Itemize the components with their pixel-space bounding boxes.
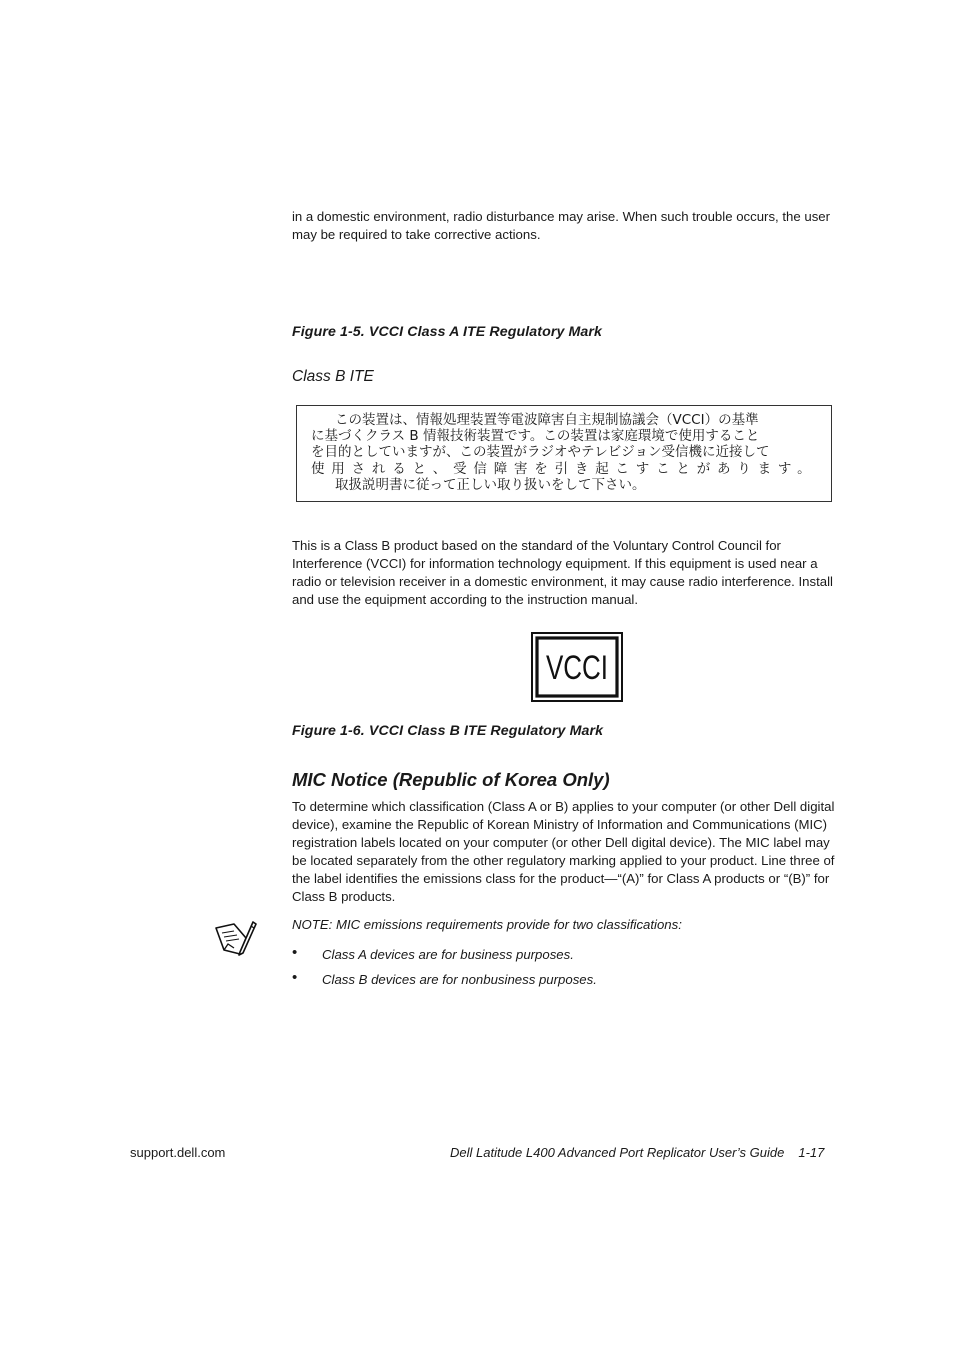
classification-list: [292, 946, 597, 996]
class-b-label: Class B ITE: [292, 368, 374, 385]
mic-heading: MIC Notice (Republic of Korea Only): [292, 769, 610, 790]
note-text: NOTE: MIC emissions requirements provide for two classifications:: [292, 917, 682, 932]
vcci-logo-text: VCCI: [546, 649, 608, 687]
japanese-notice-line: この装置は、情報処理装置等電波障害自主規制協議会（VCCI）の基準: [335, 412, 759, 428]
footer-title: [450, 1145, 824, 1160]
figure-6-caption: Figure 1-6. VCCI Class B ITE Regulatory Mark: [292, 723, 604, 739]
figure-5-caption: Figure 1-5. VCCI Class A ITE Regulatory Mark: [292, 324, 603, 340]
japanese-notice-text: [311, 412, 822, 493]
bullet-glyph: •: [292, 944, 298, 961]
japanese-notice-line: 使用されると、受信障害を引き起こすことがあります。: [311, 460, 818, 477]
bullet-glyph: •: [292, 969, 298, 986]
japanese-notice-line: に基づくクラス B 情報技術装置です。この装置は家庭環境で使用すること: [311, 428, 760, 445]
list-item-text: Class B devices are for nonbusiness purposes.: [322, 972, 597, 987]
note-pencil-icon: [212, 918, 258, 958]
footer-url: support.dell.com: [130, 1145, 226, 1160]
mic-paragraph: To determine which classification (Class A or B) applies to your computer (or other Dell digital device), examine the Republic of Korean Ministry of Information and Communications (MIC) registration labels located on your computer (or other Dell digital device). The MIC label may be located separately from the other regulatory marking applied to your product. Line three of the label identifies the emissions class for the product—“(A)” for Class A products or “(B)” for Class B products.: [292, 799, 835, 904]
vcci-logo: [531, 632, 623, 702]
list-item-text: Class A devices are for business purposes.: [322, 947, 574, 962]
class-b-paragraph: This is a Class B product based on the standard of the Voluntary Control Council for Interference (VCCI) for information technology equipment. If this equipment is used near a radio or television receiver in a domestic environment, it may cause radio interference. Install and use the equipment according to the instruction manual.: [292, 538, 833, 607]
list-item: [292, 946, 597, 964]
intro-paragraph: in a domestic environment, radio disturbance may arise. When such trouble occurs, the user may be required to take corrective actions.: [292, 209, 831, 242]
japanese-notice-line: を目的としていますが、この装置がラジオやテレビジョン受信機に近接して: [311, 444, 770, 461]
footer-guide-title: Dell Latitude L400 Advanced Port Replicator User’s Guide: [450, 1145, 785, 1160]
list-item: [292, 971, 597, 989]
page-number: 1-17: [798, 1145, 825, 1160]
japanese-notice-line: 取扱説明書に従って正しい取り扱いをして下さい。: [335, 476, 646, 493]
